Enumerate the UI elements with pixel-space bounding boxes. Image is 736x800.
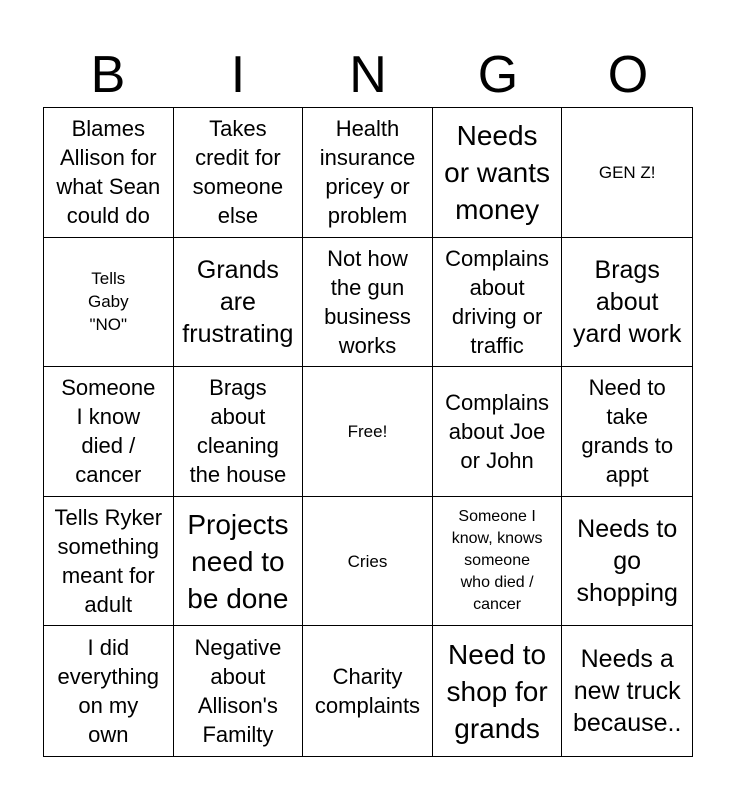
bingo-cell-label: Cries — [347, 551, 388, 571]
bingo-cell-label: Tells Gaby "NO" — [87, 269, 129, 335]
bingo-cell-25[interactable] — [562, 626, 692, 756]
bingo-cell-5[interactable] — [562, 108, 692, 238]
bingo-cell-label: Brags about yard work — [573, 255, 682, 348]
bingo-cell-6[interactable] — [44, 238, 174, 368]
bingo-cell-label: Complains about Joe or John — [445, 389, 550, 473]
bingo-cell-label: Needs a new truck because.. — [572, 645, 682, 738]
bingo-cell-14[interactable] — [433, 367, 563, 497]
bingo-cell-12[interactable] — [174, 367, 304, 497]
bingo-cell-label: Blames Allison for what Sean could do — [56, 116, 161, 229]
bingo-cell-label: Brags about cleaning the house — [189, 375, 287, 488]
bingo-cell-label: Not how the gun business works — [324, 245, 411, 358]
bingo-cell-7[interactable] — [174, 238, 304, 368]
bingo-header — [43, 42, 693, 108]
header-letter-b: B — [90, 46, 126, 104]
bingo-cell-3[interactable] — [303, 108, 433, 238]
bingo-cell-9[interactable] — [433, 238, 563, 368]
bingo-cell-label: Need to take grands to appt — [581, 375, 674, 488]
bingo-cell-18[interactable] — [303, 497, 433, 627]
bingo-cell-label: GEN Z! — [598, 162, 656, 182]
bingo-cell-19[interactable] — [433, 497, 563, 627]
bingo-cell-10[interactable] — [562, 238, 692, 368]
bingo-cell-label: Needs to go shopping — [576, 515, 678, 608]
bingo-card — [43, 107, 693, 757]
bingo-cell-21[interactable] — [44, 626, 174, 756]
bingo-cell-label: Grands are frustrating — [182, 255, 294, 348]
bingo-cell-23[interactable] — [303, 626, 433, 756]
free-space-label: Free! — [347, 421, 388, 441]
bingo-cell-11[interactable] — [44, 367, 174, 497]
header-letter-i: I — [230, 46, 246, 104]
bingo-cell-17[interactable] — [174, 497, 304, 627]
bingo-cell-15[interactable] — [562, 367, 692, 497]
header-letter-g: G — [477, 46, 519, 104]
bingo-cell-free[interactable] — [303, 367, 433, 497]
bingo-cell-label: Need to shop for grands — [446, 638, 548, 744]
bingo-cell-16[interactable] — [44, 497, 174, 627]
bingo-cell-label: Projects need to be done — [187, 508, 289, 614]
bingo-cell-24[interactable] — [433, 626, 563, 756]
bingo-cell-label: Tells Ryker something meant for adult — [54, 505, 163, 618]
bingo-cell-label: Needs or wants money — [444, 119, 550, 225]
bingo-cell-8[interactable] — [303, 238, 433, 368]
bingo-cell-2[interactable] — [174, 108, 304, 238]
bingo-cell-label: Charity complaints — [314, 664, 421, 719]
bingo-cell-label: Someone I know died / cancer — [61, 375, 156, 488]
bingo-cell-1[interactable] — [44, 108, 174, 238]
header-letter-o: O — [607, 46, 649, 104]
header-letter-n: N — [349, 46, 387, 104]
bingo-cell-4[interactable] — [433, 108, 563, 238]
bingo-cell-label: Complains about driving or traffic — [445, 245, 550, 358]
bingo-cell-20[interactable] — [562, 497, 692, 627]
bingo-cell-label: Health insurance pricey or problem — [319, 116, 416, 229]
bingo-cell-label: Someone I know, knows someone who died / cancer — [451, 508, 543, 614]
bingo-cell-label: Negative about Allison's Familty — [194, 635, 282, 748]
bingo-cell-label: Takes credit for someone else — [192, 116, 284, 229]
bingo-cell-22[interactable] — [174, 626, 304, 756]
bingo-cell-label: I did everything on my own — [57, 635, 160, 748]
